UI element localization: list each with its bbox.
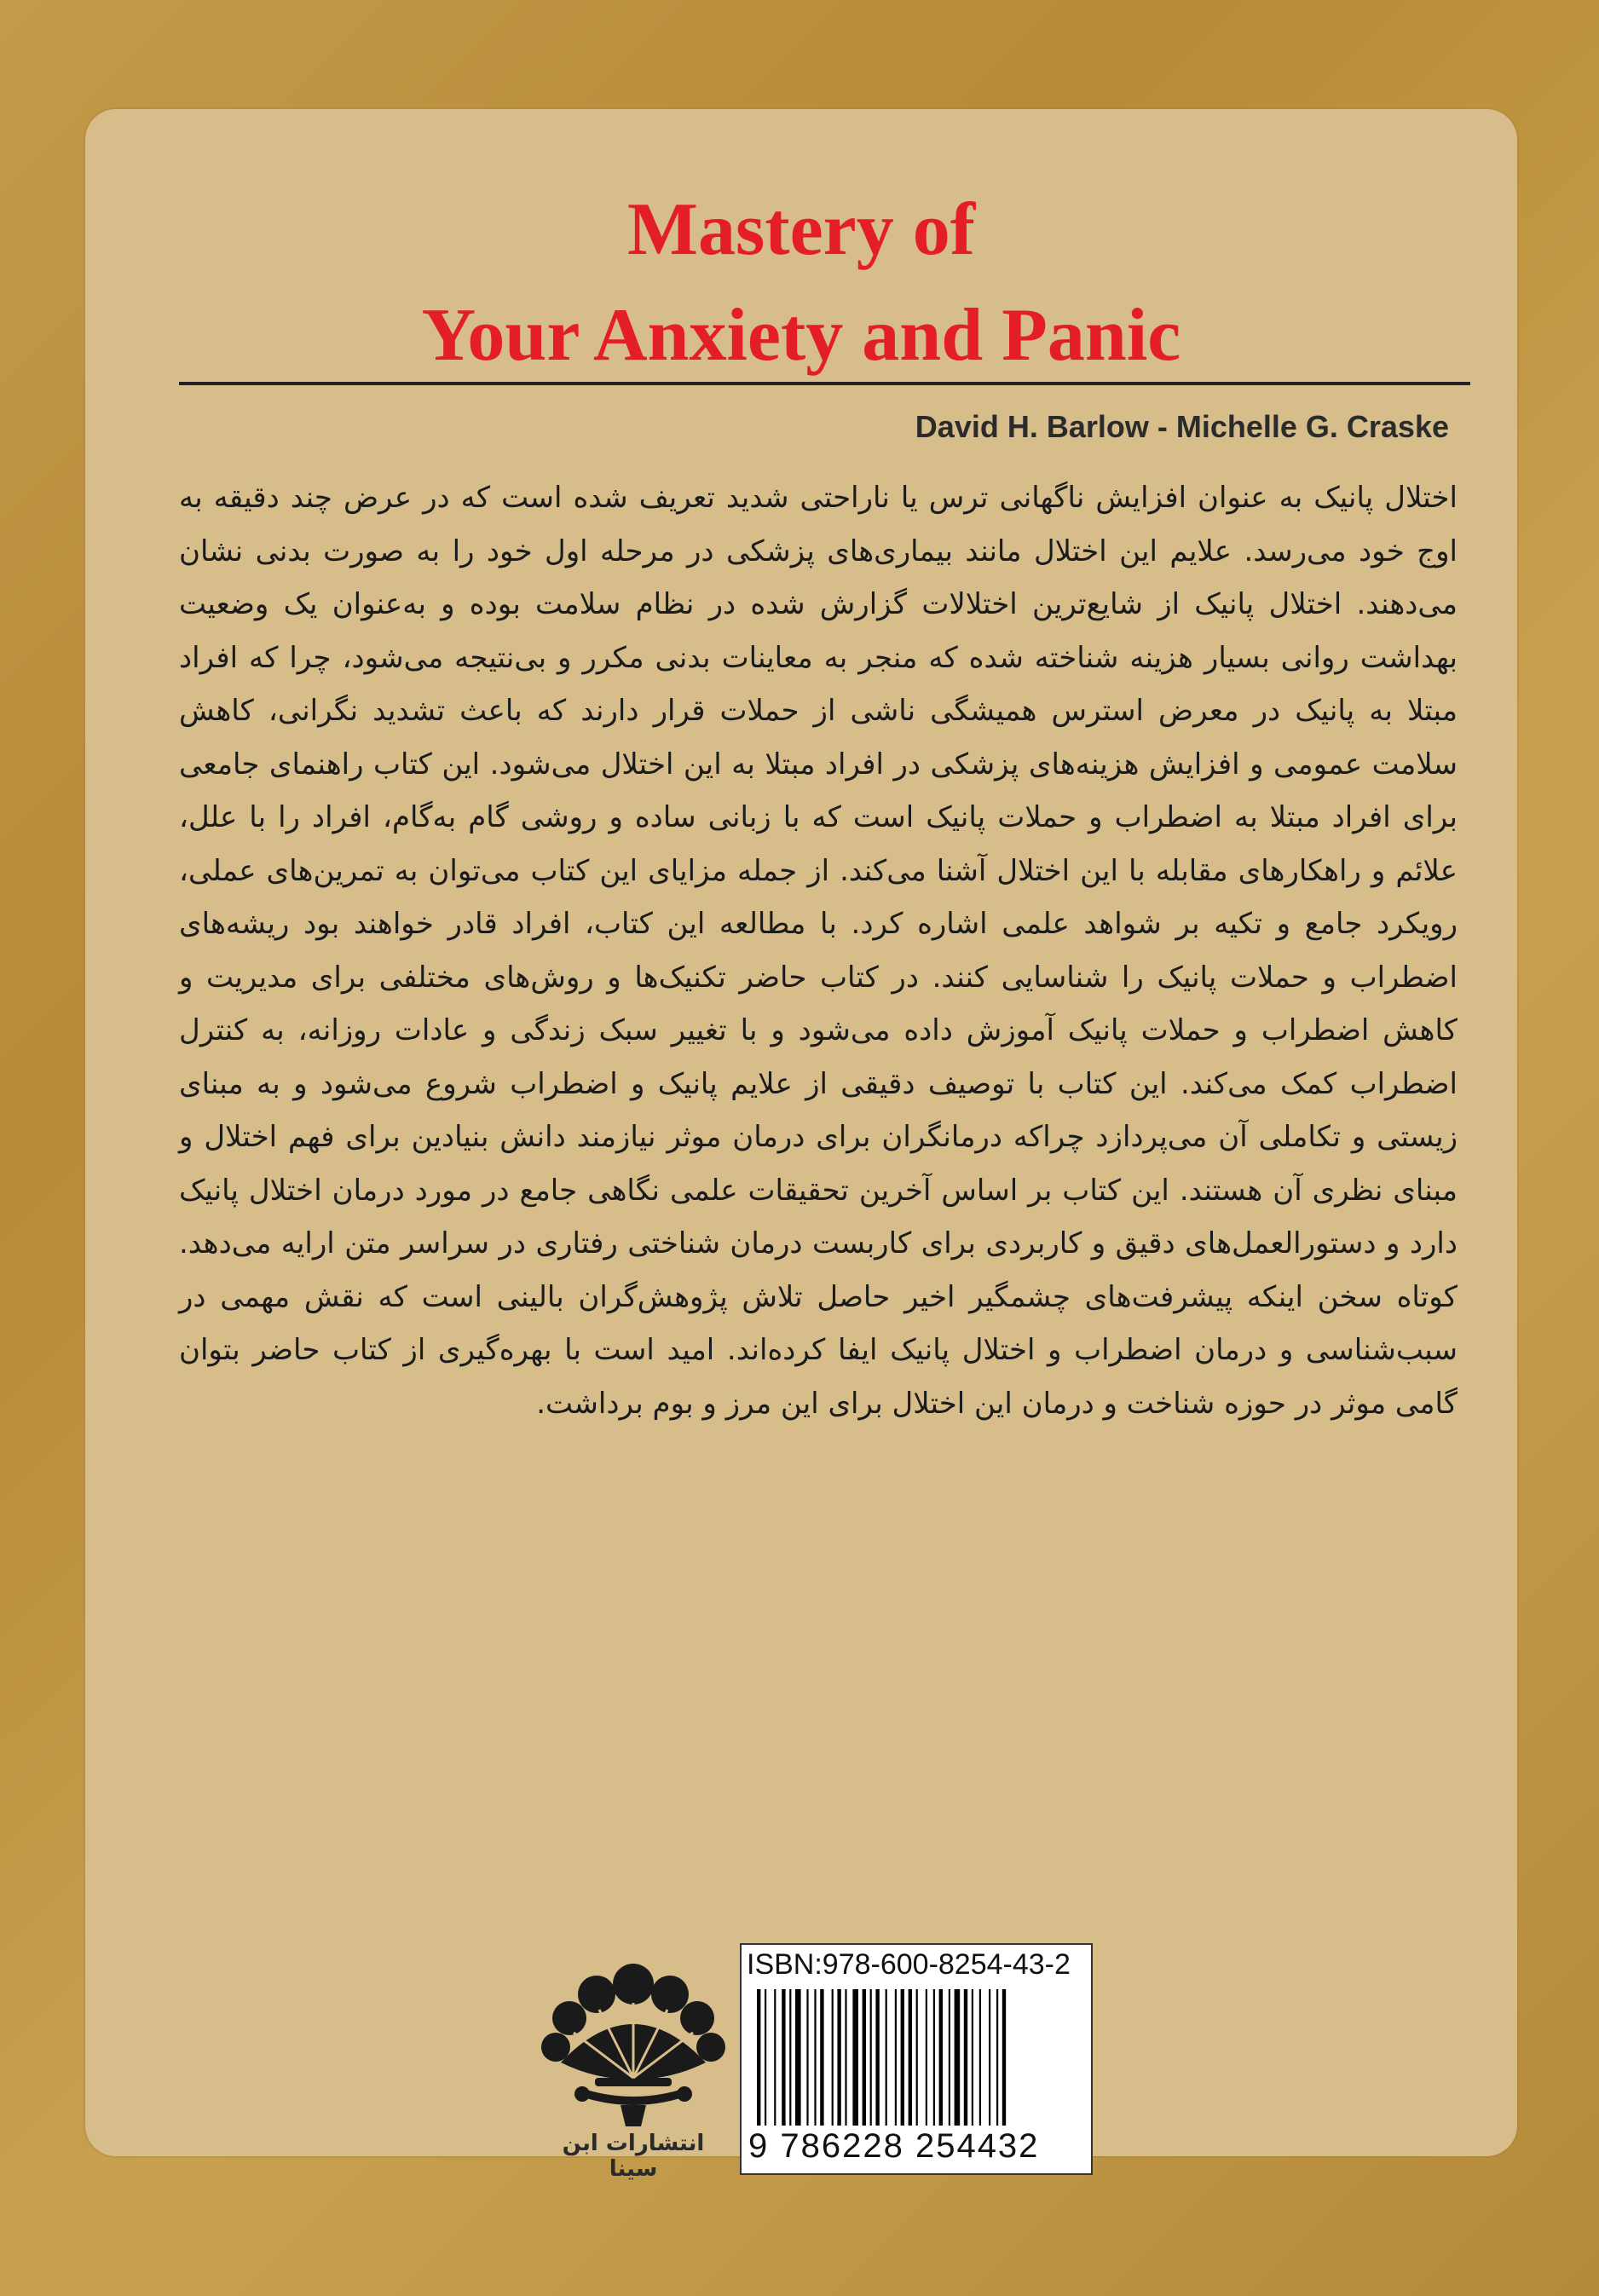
book-title: [85, 177, 1517, 389]
barcode-bar: [933, 1989, 935, 2126]
barcode-bar: [939, 1989, 943, 2126]
barcode-bar: [765, 1989, 766, 2126]
barcode-bar: [863, 1989, 866, 2126]
barcode-bar: [814, 1989, 816, 2126]
cover-panel: [85, 109, 1517, 2182]
barcode-bar: [757, 1989, 760, 2126]
barcode-bar: [989, 1989, 990, 2126]
barcode-bar: [886, 1989, 887, 2126]
barcode-bar: [949, 1989, 950, 2126]
barcode-bar: [901, 1989, 904, 2126]
barcode-bar: [852, 1989, 858, 2126]
barcode-bar: [795, 1989, 801, 2126]
barcode-bar: [1002, 1989, 1006, 2126]
barcode-bar: [895, 1989, 897, 2126]
barcode-bar: [955, 1989, 961, 2126]
publisher-logo: [535, 1952, 731, 2182]
isbn-label: ISBN:978-600-8254-43-2: [747, 1948, 1071, 1981]
isbn-barcode: [740, 1943, 1093, 2175]
book-description: اختلال پانیک به عنوان افزایش ناگهانی ترس یا ناراحتی شدید تعریف شده است که در عرض چند دقیقه به اوج خود می‌رسد. علایم این اختلال مانند بیماری‌های پزشکی در مرحله اول خود را به صورت بدنی نشان می‌دهند. اختلال پانیک از شایع‌ترین اختلالات گزارش شده در نظام سلامت بوده و به‌عنوان یک وضعیت بهداشت روانی بسیار هزینه شناخته شده که منجر به معاینات بدنی مکرر و بی‌نتیجه می‌شود، چرا که افراد مبتلا به پانیک در معرض استرس همیشگی ناشی از حملات قرار دارند که باعث تشدید نگرانی، کاهش سلامت عمومی و افزایش هزینه‌های پزشکی در افراد مبتلا به این اختلال می‌شود. این کتاب راهنمای جامعی برای افراد مبتلا به اضطراب و حملات پانیک است که با زبانی ساده و روشی گام به‌گام، افراد را با علل، علائم و راهکارهای مقابله با این اختلال آشنا می‌کند. از جمله مزایای این کتاب می‌توان به تمرین‌های عملی، رویکرد جامع و تکیه بر شواهد علمی اشاره کرد. با مطالعه این کتاب، افراد قادر خواهند بود ریشه‌های اضطراب و حملات پانیک را شناسایی کنند. در کتاب حاضر تکنیک‌ها و روش‌های مختلفی برای مدیریت و کاهش اضطراب و حملات پانیک آموزش داده می‌شود و با تغییر سبک زندگی و عادات روزانه، به کنترل اضطراب کمک می‌کند. این کتاب با توصیف دقیقی از علایم پانیک و اضطراب شروع می‌شود و به مبنای زیستی و تکاملی آن می‌پردازد چراکه درمانگران برای درمان موثر نیازمند دانش بنیادین برای فهم اختلال و مبنای نظری آن هستند. این کتاب بر اساس آخرین تحقیقات علمی نگاهی جامع در مورد درمان اختلال پانیک دارد و دستورالعمل‌های دقیق و کاربردی برای کاربست درمان شناختی رفتاری در سراسر متن ارایه می‌دهد. کوتاه سخن اینکه پیشرفت‌های چشمگیر اخیر حاصل تلاش پژوهش‌گران بالینی است که نقش مهمی در سبب‌شناسی و درمان اضطراب و اختلال پانیک ایفا کرده‌اند. امید است با بهره‌گیری از کتاب حاضر بتوان گامی موثر در حوزه شناخت و درمان این اختلال برای این مرز و بوم برداشت.: [179, 481, 1458, 1421]
barcode-bars-icon: [757, 1989, 1081, 2126]
authors: David H. Barlow - Michelle G. Craske: [915, 409, 1449, 444]
barcode-digits: 9 786228 254432: [748, 2127, 1040, 2165]
barcode-bar: [979, 1989, 981, 2126]
barcode-bar: [972, 1989, 973, 2126]
barcode-bar: [875, 1989, 879, 2126]
barcode-bar: [832, 1989, 834, 2126]
barcode-bar: [964, 1989, 967, 2126]
barcode-bar: [782, 1989, 785, 2126]
barcode-bar: [774, 1989, 776, 2126]
barcode-bar: [996, 1989, 998, 2126]
barcode-bar: [806, 1989, 808, 2126]
barcode-bar: [916, 1989, 918, 2126]
barcode-bar: [926, 1989, 927, 2126]
barcode-bar: [870, 1989, 872, 2126]
barcode-bar: [789, 1989, 791, 2126]
barcode-bar: [909, 1989, 912, 2126]
barcode-bar: [820, 1989, 823, 2126]
barcode-bar: [845, 1989, 846, 2126]
shell-fan-icon: [535, 1952, 731, 2131]
title-line-1: Mastery of: [626, 188, 976, 271]
publisher-name: انتشارات ابن سینا: [562, 2131, 705, 2182]
barcode-bar: [837, 1989, 840, 2126]
title-line-2: Your Anxiety and Panic: [421, 294, 1181, 377]
title-divider: [179, 382, 1470, 385]
